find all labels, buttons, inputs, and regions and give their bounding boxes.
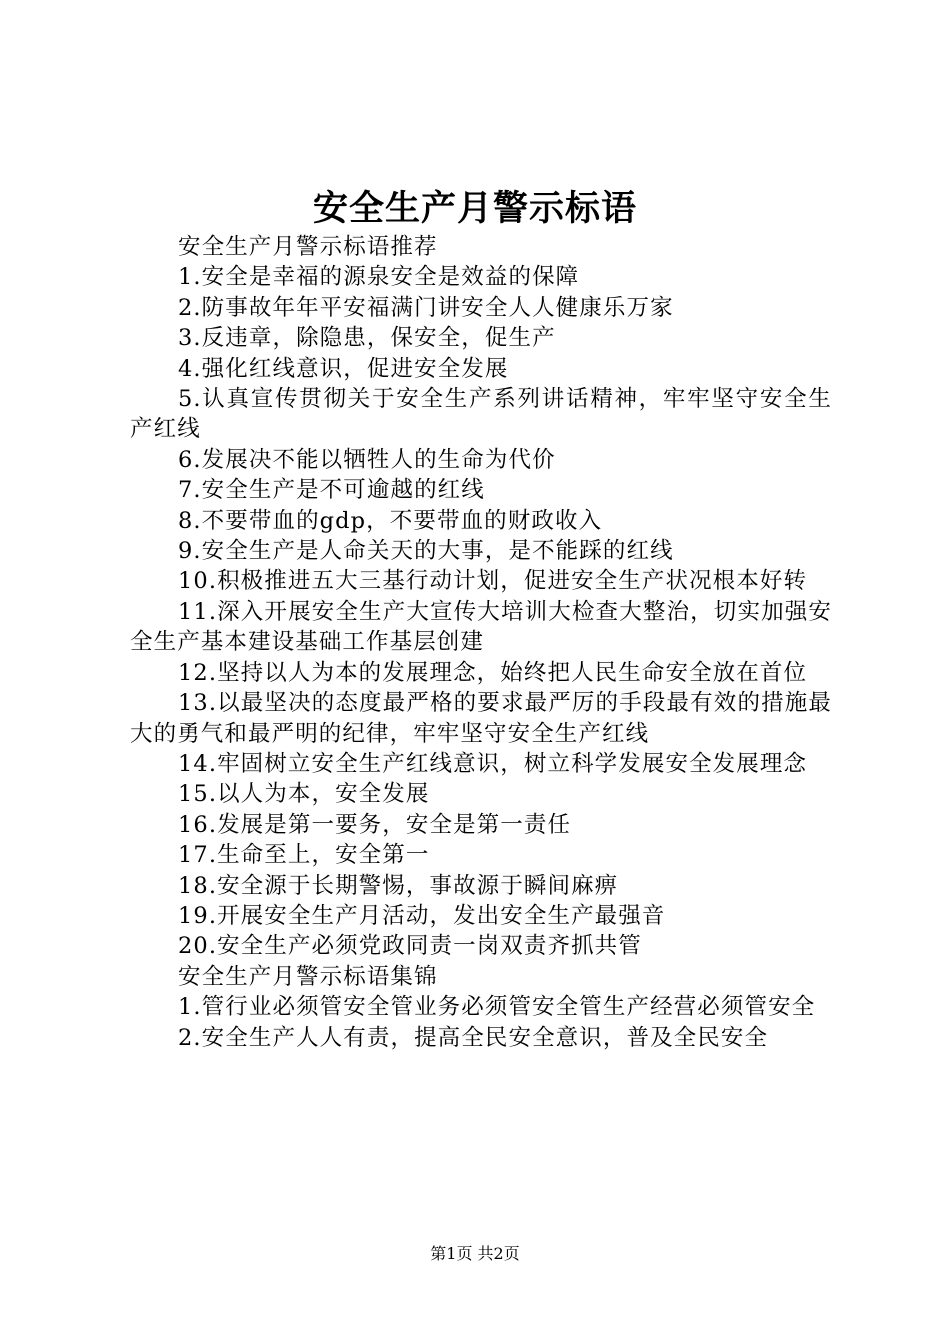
slogan-item: 20.安全生产必须党政同责一岗双责齐抓共管 xyxy=(178,933,642,960)
slogan-item: 4.强化红线意识，促进安全发展 xyxy=(178,355,509,382)
slogan-item: 14.牢固树立安全生产红线意识，树立科学发展安全发展理念 xyxy=(178,750,808,777)
slogan-item: 12.坚持以人为本的发展理念，始终把人民生命安全放在首位 xyxy=(178,659,808,686)
slogan-item: 11.深入开展安全生产大宣传大培训大检查大整治，切实加强安全生产基本建设基础工作基层创建 xyxy=(130,598,832,656)
slogan-item: 2.防事故年年平安福满门讲安全人人健康乐万家 xyxy=(178,294,674,321)
slogan-item: 9.安全生产是人命关天的大事，是不能踩的红线 xyxy=(178,538,674,565)
slogan-item: 5.认真宣传贯彻关于安全生产系列讲话精神，牢牢坚守安全生产红线 xyxy=(130,386,832,443)
slogan-item: 10.积极推进五大三基行动计划，促进安全生产状况根本好转 xyxy=(178,568,808,595)
slogan-item: 17.生命至上，安全第一 xyxy=(178,842,430,869)
slogan-item: 19.开展安全生产月活动，发出安全生产最强音 xyxy=(178,902,666,929)
slogan-item: 7.安全生产是不可逾越的红线 xyxy=(178,477,485,504)
slogan-item: 2.安全生产人人有责，提高全民安全意识，普及全民安全 xyxy=(178,1024,769,1051)
slogan-item: 1.安全是幸福的源泉安全是效益的保障 xyxy=(178,264,580,291)
slogan-item: 6.发展决不能以牺牲人的生命为代价 xyxy=(178,446,556,473)
slogan-item: 18.安全源于长期警惕，事故源于瞬间麻痹 xyxy=(178,872,619,899)
slogan-item: 8.不要带血的gdp，不要带血的财政收入 xyxy=(178,507,603,534)
page-number-footer: 第1页 共2页 xyxy=(430,1244,520,1263)
section-heading: 安全生产月警示标语推荐 xyxy=(178,234,438,260)
document-body xyxy=(130,232,832,1053)
slogan-item: 13.以最坚决的态度最严格的要求最严厉的手段最有效的措施最大的勇气和最严明的纪律，牢牢坚守安全生产红线 xyxy=(130,690,832,747)
section-heading: 安全生产月警示标语集锦 xyxy=(178,963,438,990)
slogan-item: 15.以人为本，安全发展 xyxy=(178,781,430,808)
slogan-item: 16.发展是第一要务，安全是第一责任 xyxy=(178,811,572,838)
slogan-item: 1.管行业必须管安全管业务必须管安全管生产经营必须管安全 xyxy=(178,994,816,1021)
document-title: 安全生产月警示标语 xyxy=(312,188,637,229)
slogan-item: 3.反违章，除隐患，保安全，促生产 xyxy=(178,325,556,352)
